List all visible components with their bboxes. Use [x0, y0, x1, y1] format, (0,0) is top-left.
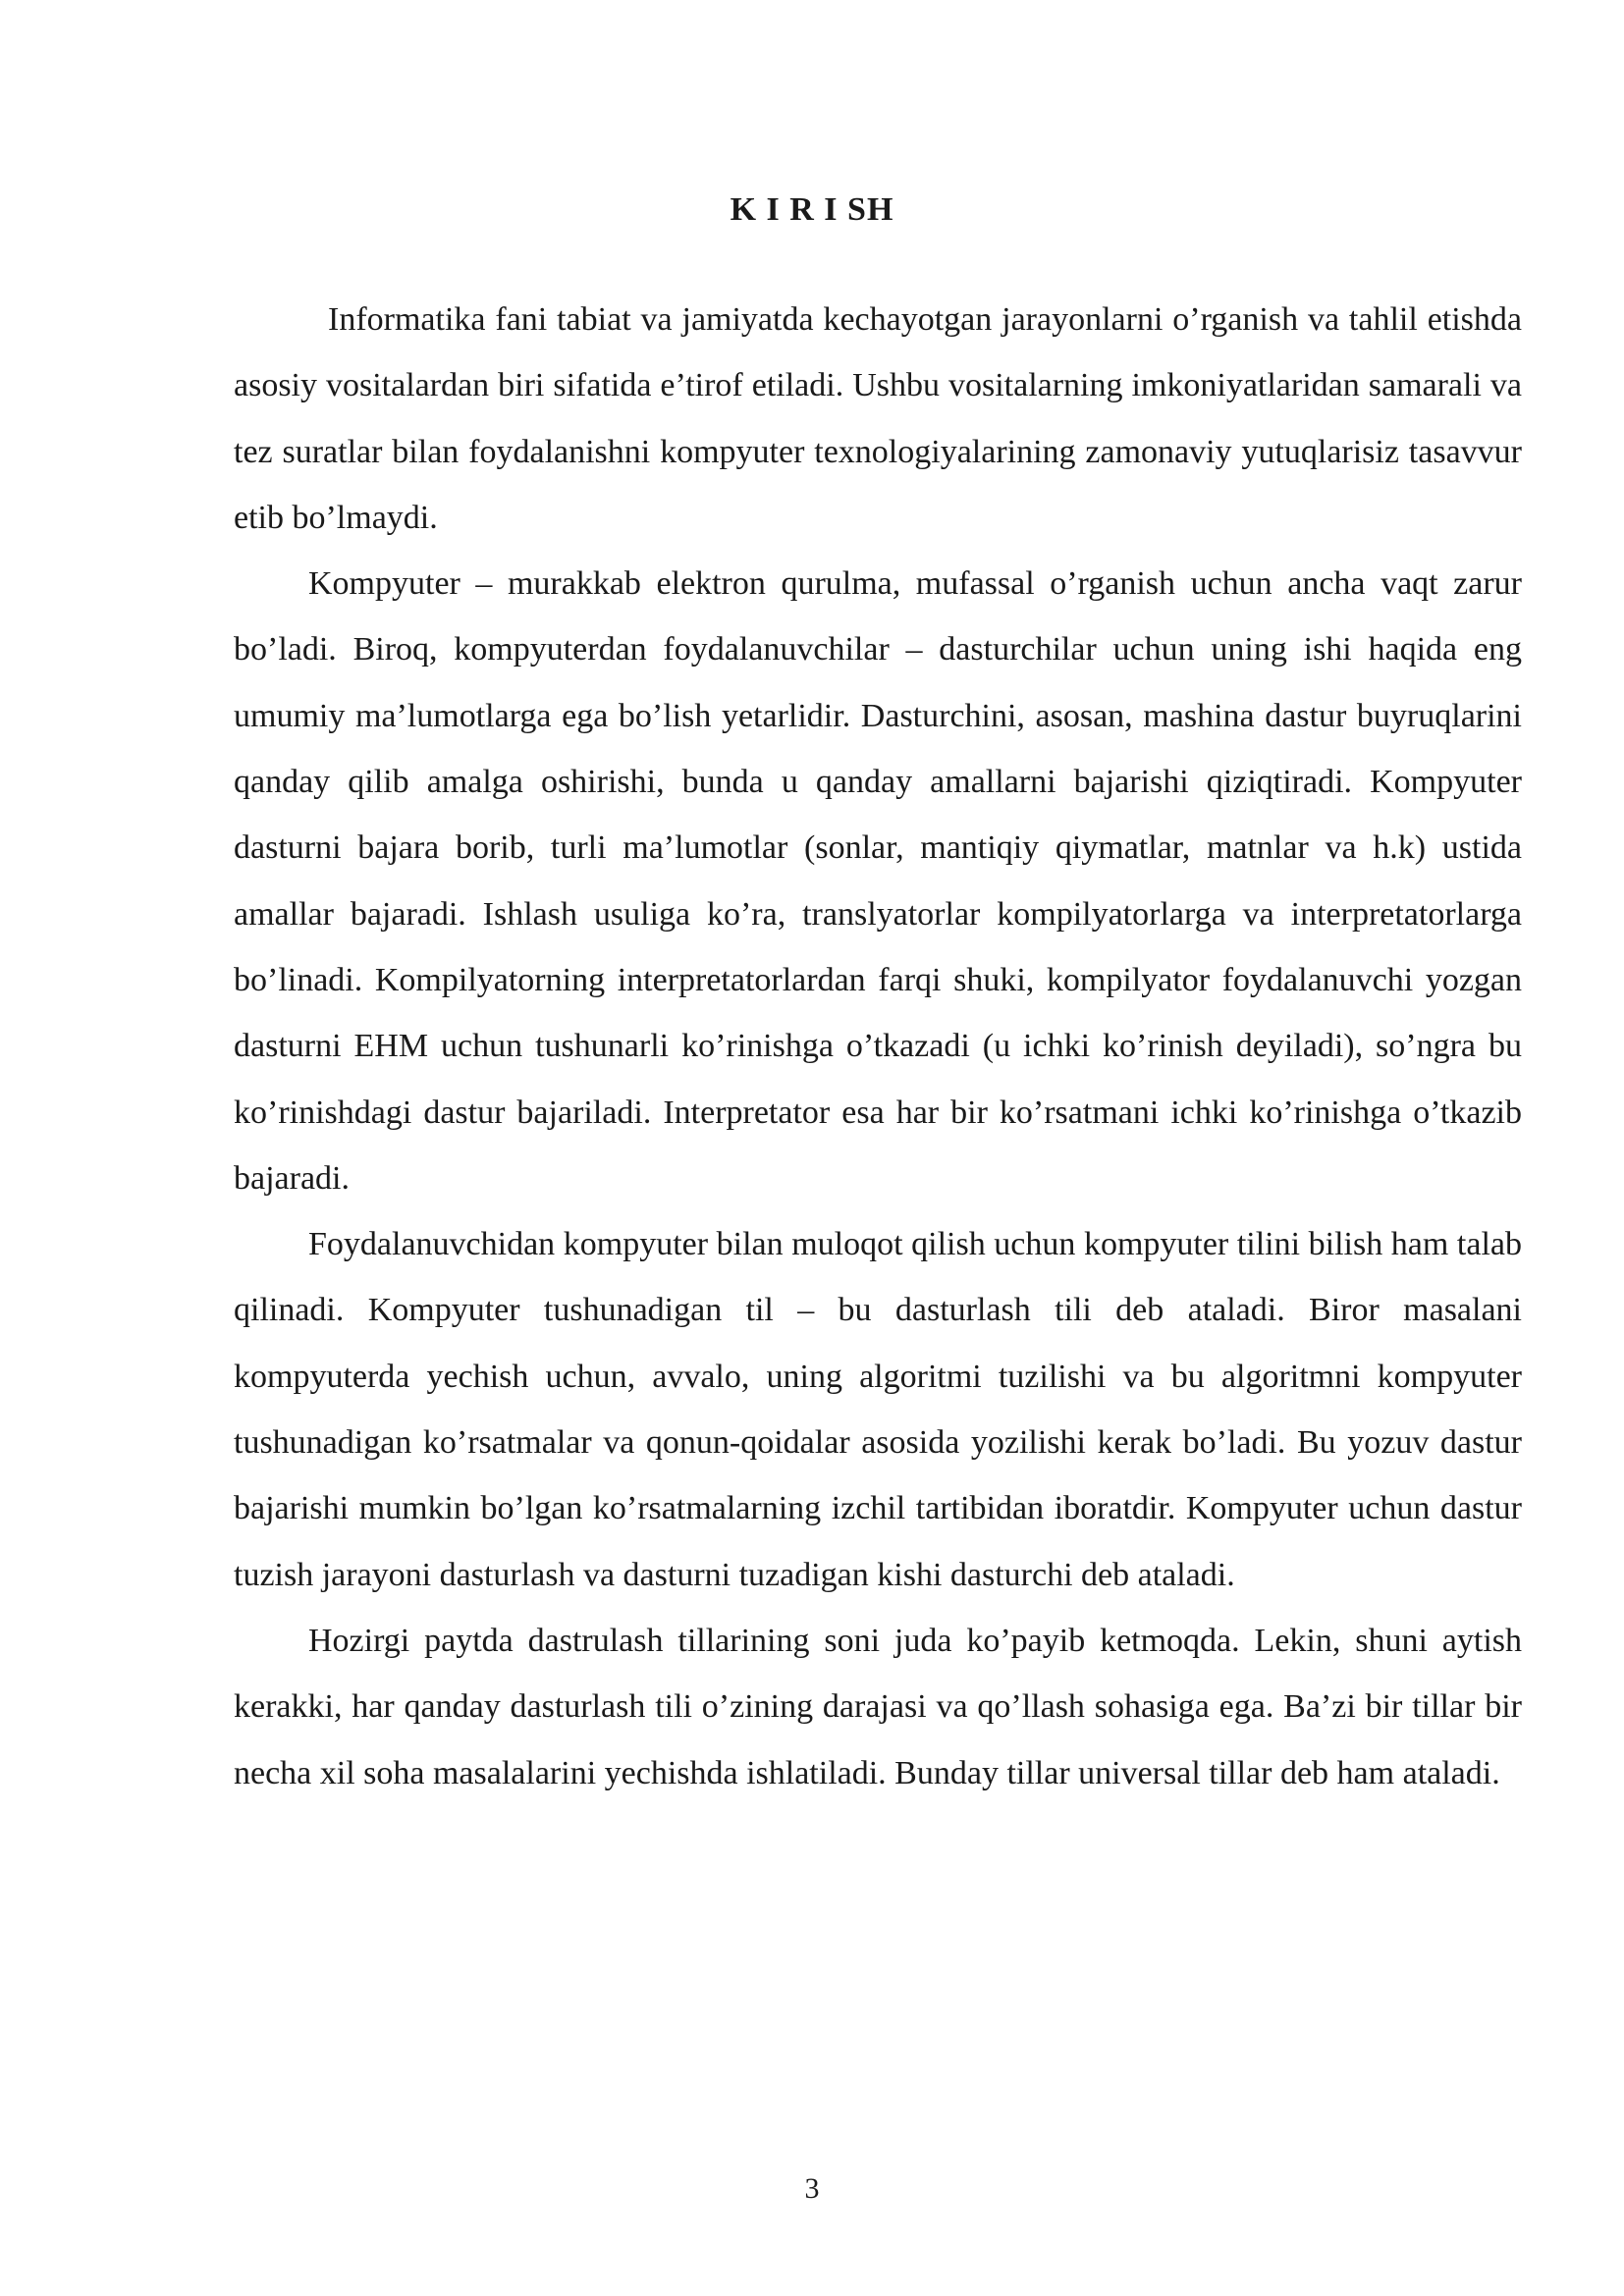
paragraph: Informatika fani tabiat va jamiyatda kechayotgan jarayonlarni o’rganish va tahlil etishda asosiy vositalardan biri sifatida e’tirof etiladi. Ushbu vositalarning imkoniyatlaridan samarali va tez suratlar bilan foydalanishni kompyuter texnologiyalarining zamonaviy yutuqlarisiz tasavvur etib bo’lmaydi. — [234, 301, 1522, 536]
body-text — [234, 287, 1522, 1806]
paragraph: Kompyuter – murakkab elektron qurulma, mufassal o’rganish uchun ancha vaqt zarur bo’ladi. Biroq, kompyuterdan foydalanuvchilar – dasturchilar uchun uning ishi haqida eng umumiy ma’lumotlarga ega bo’lish yetarlidir. Dasturchini, asosan, mashina dastur buyruqlarini qanday qilib amalga oshirishi, bunda u qanday amallarni bajarishi qiziqtiradi. Kompyuter dasturni bajara borib, turli ma’lumotlar (sonlar, mantiqiy qiymatlar, matnlar va h.k) ustida amallar bajaradi. Ishlash usuliga ko’ra, translyatorlar kompilyatorlarga va interpretatorlarga bo’linadi. Kompilyatorning interpretatorlardan farqi shuki, kompilyator foydalanuvchi yozgan dasturni EHM uchun tushunarli ko’rinishga o’tkazadi (u ichki ko’rinish deyiladi), so’ngra bu ko’rinishdagi dastur bajariladi. Interpretator esa har bir ko’rsatmani ichki ko’rinishga o’tkazib bajaradi. — [234, 565, 1522, 1197]
paragraph: Foydalanuvchidan kompyuter bilan muloqot qilish uchun kompyuter tilini bilish ham talab qilinadi. Kompyuter tushunadigan til – bu dasturlash tili deb ataladi. Biror masalani kompyuterda yechish uchun, avvalo, uning algoritmi tuzilishi va bu algoritmni kompyuter tushunadigan ko’rsatmalar va qonun-qoidalar asosida yozilishi kerak bo’ladi. Bu yozuv dastur bajarishi mumkin bo’lgan ko’rsatmalarning izchil tartibidan iboratdir. Kompyuter uchun dastur tuzish jarayoni dasturlash va dasturni tuzadigan kishi dasturchi deb ataladi. — [234, 1226, 1522, 1593]
page-number: 3 — [804, 2172, 820, 2205]
paragraph: Hozirgi paytda dastrulash tillarining soni juda ko’payib ketmoqda. Lekin, shuni aytish kerakki, har qanday dasturlash tili o’zining darajasi va qo’llash sohasiga ega. Ba’zi bir tillar bir necha xil soha masalalarini yechishda ishlatiladi. Bunday tillar universal tillar deb ham ataladi. — [234, 1622, 1522, 1791]
page-title: K I R I SH — [730, 191, 894, 228]
